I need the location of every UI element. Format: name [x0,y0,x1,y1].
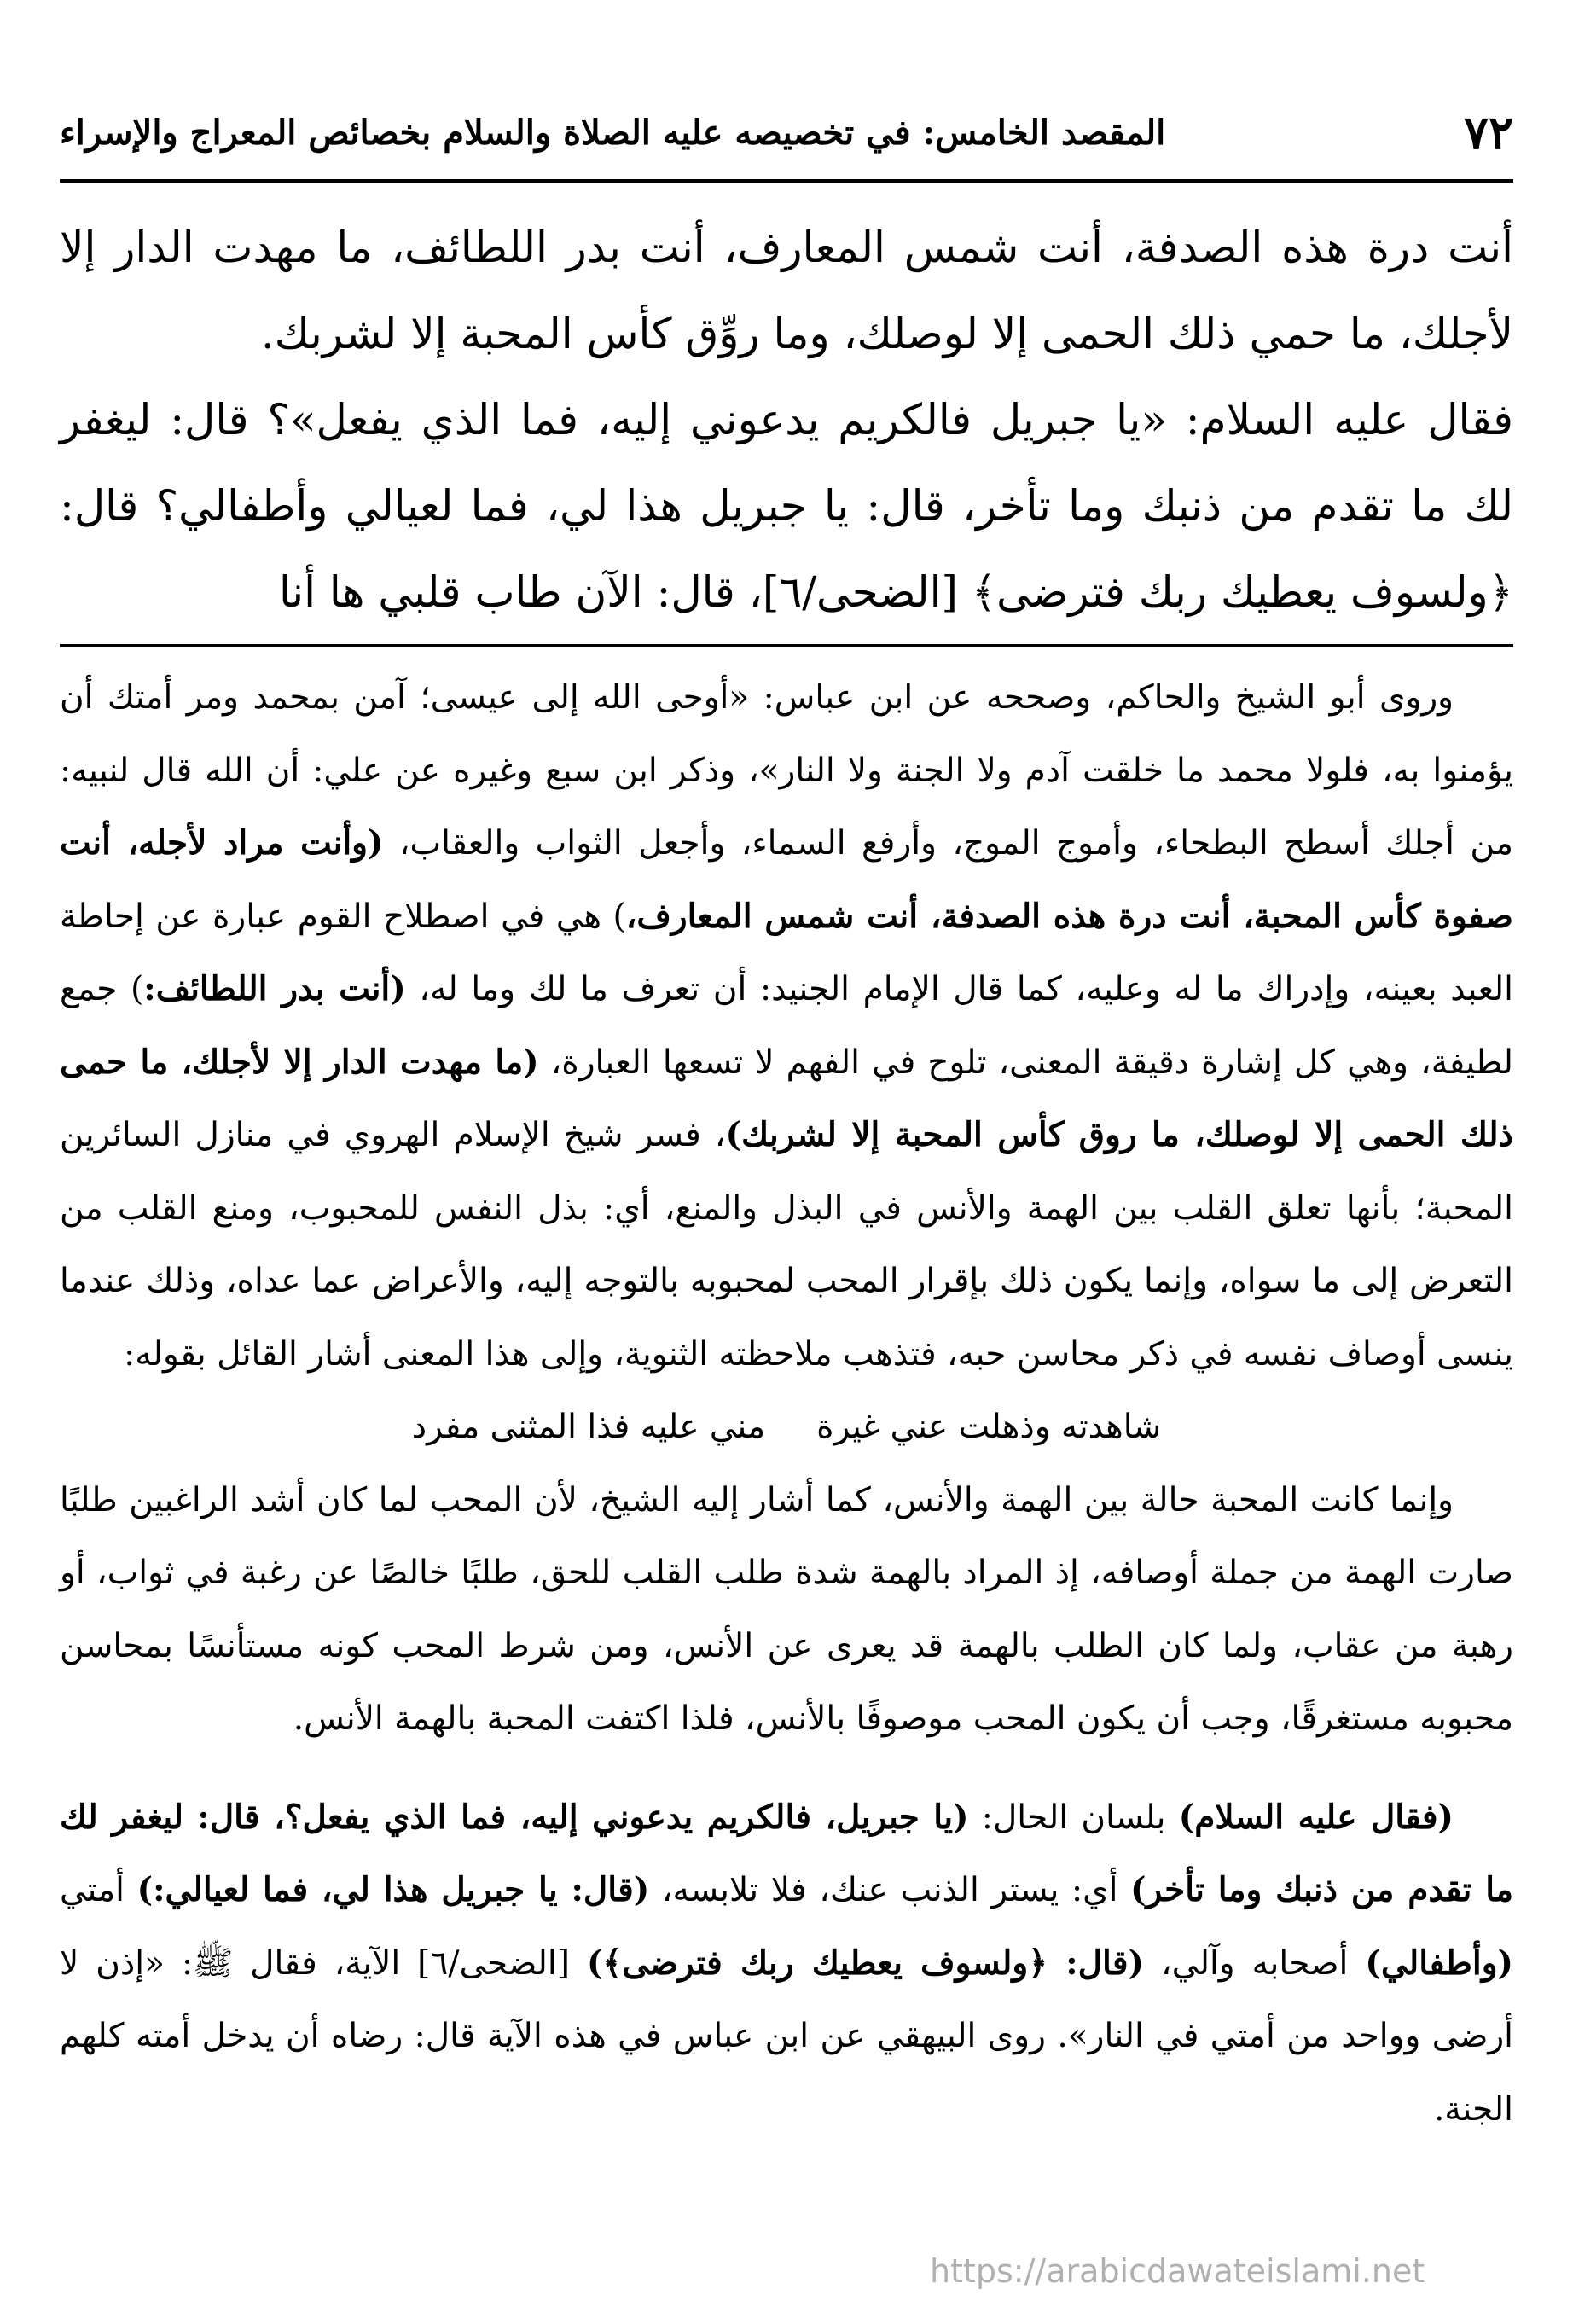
commentary-bold-text: (وأنت مراد لأجله، أنت صفوة كأس المحبة، أنت درة هذه الصدفة، أنت شمس المعارف، [60,823,1513,936]
verse-first-hemistich: شاهدته وذهلت عني غيرة [816,1408,1162,1446]
commentary-text: ) جمع لطيفة، وهي كل إشارة دقيقة المعنى، تلوح في الفهم لا تسعها العبارة، [60,970,1513,1082]
poem-verse [60,1391,1513,1464]
page-number: ٧٢ [1463,105,1513,160]
commentary-paragraph [60,661,1513,1391]
paragraph-gap [60,1756,1513,1781]
main-paragraph: أنت درة هذه الصدفة، أنت شمس المعارف، أنت بدر اللطائف، ما مهدت الدار إلا لأجلك، ما حمي ذلك الحمى إلا لوصلك، وما روِّق كأس المحبة إلا لشربك. [60,223,1513,358]
commentary [60,661,1513,2146]
commentary-text: ) هي في اصطلاح القوم عبارة عن إحاطة العبد بعينه، وإدراك ما له وعليه، كما قال الإمام الجنيد: أن تعرف ما لك وما له، [60,897,1513,1008]
commentary-text: أصحابه وآلي، [1143,1943,1366,1983]
commentary-text: أي: يستر الذنب عنك، فلا تلابسه، [649,1871,1131,1909]
commentary-text: أمتي [60,1871,137,1909]
page-header [60,94,1513,171]
main-paragraph: فقال عليه السلام: «يا جبريل فالكريم يدعوني إليه، فما الذي يفعل»؟ قال: ليغفر لك ما تقدم من ذنبك وما تأخر، قال: يا جبريل هذا لي، فما لعيالي وأطفالي؟ قال: ﴿ولسوف يعطيك ربك فترضى﴾ [الضحى/٦]، قال: الآن طاب قلبي ها أنا [60,395,1513,617]
header-divider [60,179,1513,183]
commentary-bold-text: (فقال عليه السلام) [1178,1797,1454,1837]
commentary-text: وروى أبو الشيخ والحاكم، وصححه عن ابن عباس: «أوحى الله إلى عيسى؛ آمن بمحمد ومر أمتك أن يؤمنوا به، فلولا محمد ما خلقت آدم ولا الجنة ولا النار»، وذكر ابن سبع وغيره عن علي: أن الله قال لنبيه: من أجلك أسطح البطحاء، وأموج الموج، وأرفع السماء، وأجعل الثواب والعقاب، [60,678,1513,863]
commentary-bold-text: (وأطفالي) [1365,1943,1514,1983]
running-title: المقصد الخامس: في تخصيصه عليه الصلاة والسلام بخصائص المعراج والإسراء [60,112,1166,153]
commentary-text: بلسان الحال: [968,1798,1179,1837]
commentary-paragraph [60,1781,1513,2147]
verse-second-hemistich: مني عليه فذا المثنى مفرد [411,1408,766,1446]
commentary-divider [60,644,1513,647]
main-text [60,205,1513,636]
watermark-url: https://arabicdawateislami.net [930,2252,1425,2290]
commentary-bold-text: (ما مهدت الدار إلا لأجلك، ما حمى ذلك الحمى إلا لوصلك، ما روق كأس المحبة إلا لشربك) [60,1042,1513,1154]
commentary-paragraph: وإنما كانت المحبة حالة بين الهمة والأنس، كما أشار إليه الشيخ، لأن المحب لما كان أشد الراغبين طلبًا صارت الهمة من جملة أوصافه، إذ المراد بالهمة شدة طلب القلب للحق، طلبًا خالصًا عن رغبة في ثواب، أو رهبة من عقاب، ولما كان الطلب بالهمة قد يعرى عن الأنس، ومن شرط المحب كونه مستأنسًا بمحاسن محبوبه مستغرقًا، وجب أن يكون المحب موصوفًا بالأنس، فلذا اكتفت المحبة بالهمة الأنس. [60,1480,1513,1738]
commentary-bold-text: (قال: يا جبريل هذا لي، فما لعيالي:) [136,1870,650,1909]
commentary-bold-text: (قال: ﴿ولسوف يعطيك ربك فترضى﴾) [586,1943,1144,1983]
commentary-text: ، فسر شيخ الإسلام الهروي في منازل السائرين المحبة؛ بأنها تعلق القلب بين الهمة والأنس في البذل والمنع، أي: بذل النفس للمحبوب، ومنع القلب من التعرض إلى ما سواه، وإنما يكون ذلك بإقرار المحب لمحبوبه بالتوجه إليه، والأعراض عما عداه، وذلك عندما ينسى أوصاف نفسه في ذكر محاسن حبه، فتذهب ملاحظته الثنوية، وإلى هذا المعنى أشار القائل بقوله: [60,1116,1513,1374]
commentary-bold-text: (يا جبريل، فالكريم يدعوني إليه، فما الذي يفعل؟، قال: ليغفر لك ما تقدم من ذنبك وما تأخر) [60,1797,1513,1909]
commentary-text: [الضحى/٦] الآية، فقال ﷺ: «إذن لا أرضى وواحد من أمتي في النار». روى البيهقي عن ابن عباس في هذه الآية قال: رضاه أن يدخل أمته كلهم الجنة. [60,1943,1513,2129]
commentary-bold-text: (أنت بدر اللطائف: [143,969,406,1008]
